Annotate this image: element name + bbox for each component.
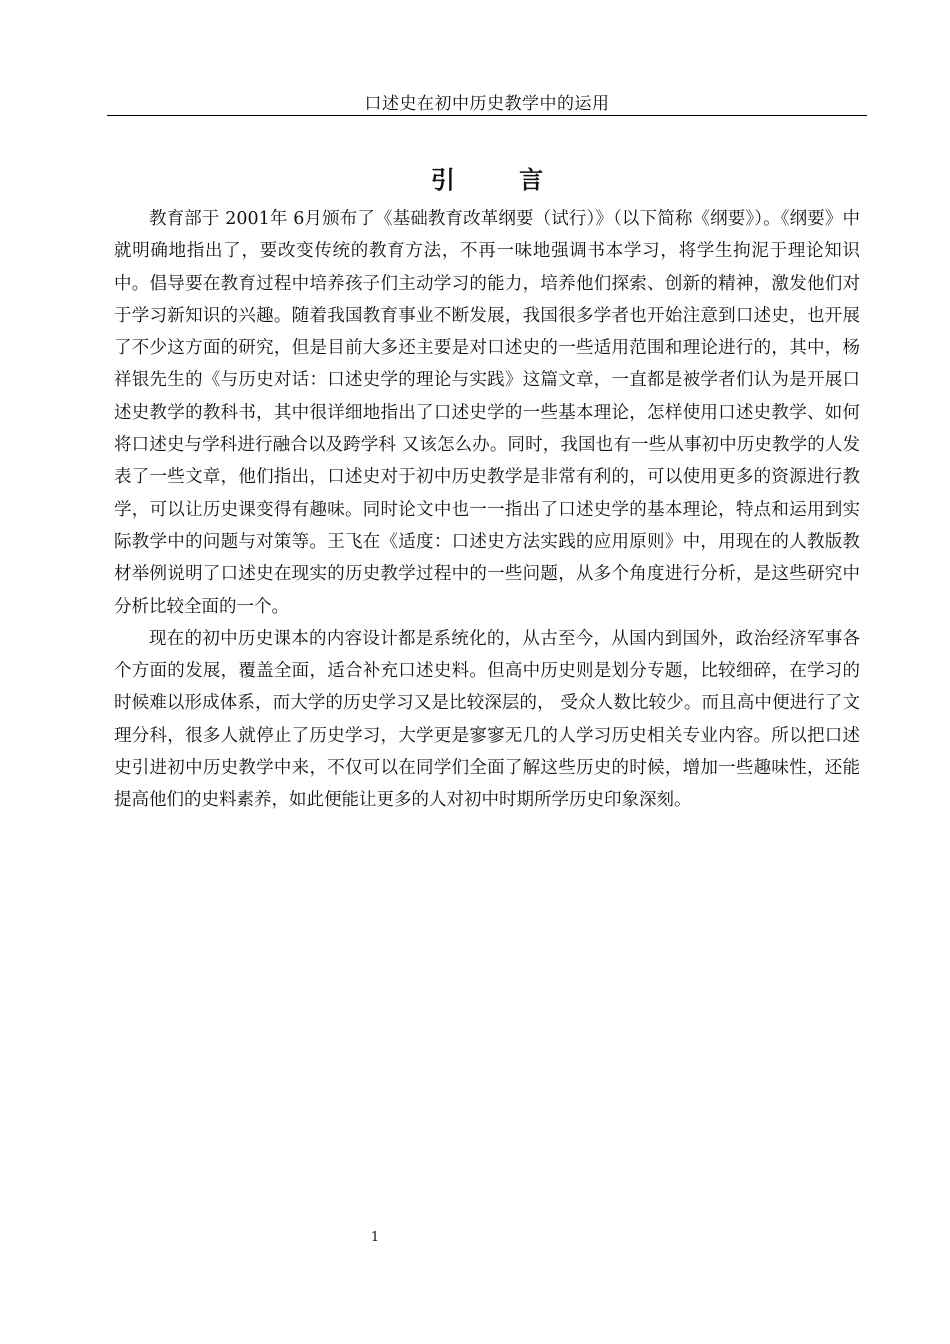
section-title: 引 言: [430, 166, 572, 195]
running-header-title: 口述史在初中历史教学中的运用: [364, 94, 610, 114]
page-number: 1: [370, 1230, 380, 1245]
header-divider: [107, 115, 867, 116]
paragraph-1: 教育部于 2001年 6月颁布了《基础教育改革纲要（试行）》（以下简称《纲要》）。《纲要》中就明确地指出了，要改变传统的教育方法，不再一味地强调书本学习，将学生拘泥于理论知识中。倡导要在教育过程中培养孩子们主动学习的能力，培养他们探索、创新的精神，激发他们对于学习新知识的兴趣。随着我国教育事业不断发展，我国很多学者也开始注意到口述史，也开展了不少这方面的研究，但是目前大多还主要是对口述史的一些适用范围和理论进行的，其中，杨祥银先生的《与历史对话：口述史学的理论与实践》这篇文章，一直都是被学者们认为是开展口述史教学的教科书，其中很详细地指出了口述史学的一些基本理论，怎样使用口述史教学、如何将口述史与学科进行融合以及跨学科 又该怎么办。同时，我国也有一些从事初中历史教学的人发表了一些文章，他们指出，口述史对于初中历史教学是非常有利的，可以使用更多的资源进行教学，可以让历史课变得有趣味。同时论文中也一一指出了口述史学的基本理论，特点和运用到实际教学中的问题与对策等。王飞在《适度：口述史方法实践的应用原则》中，用现在的人教版教材举例说明了口述史在现实的历史教学过程中的一些问题，从多个角度进行分析，是这些研究中分析比较全面的一个。: [114, 209, 860, 617]
paragraph-2: 现在的初中历史课本的内容设计都是系统化的，从古至今，从国内到国外，政治经济军事各个方面的发展，覆盖全面，适合补充口述史料。但高中历史则是划分专题，比较细碎，在学习的时候难以形成体系，而大学的历史学习又是比较深层的， 受众人数比较少。而且高中便进行了文理分科，很多人就停止了历史学习，大学更是寥寥无几的人学习历史相关专业内容。所以把口述史引进初中历史教学中来，不仅可以在同学们全面了解这些历史的时候，增加一些趣味性，还能提高他们的史料素养，如此便能让更多的人对初中时期所学历史印象深刻。: [114, 628, 860, 811]
body-text: [114, 203, 860, 817]
